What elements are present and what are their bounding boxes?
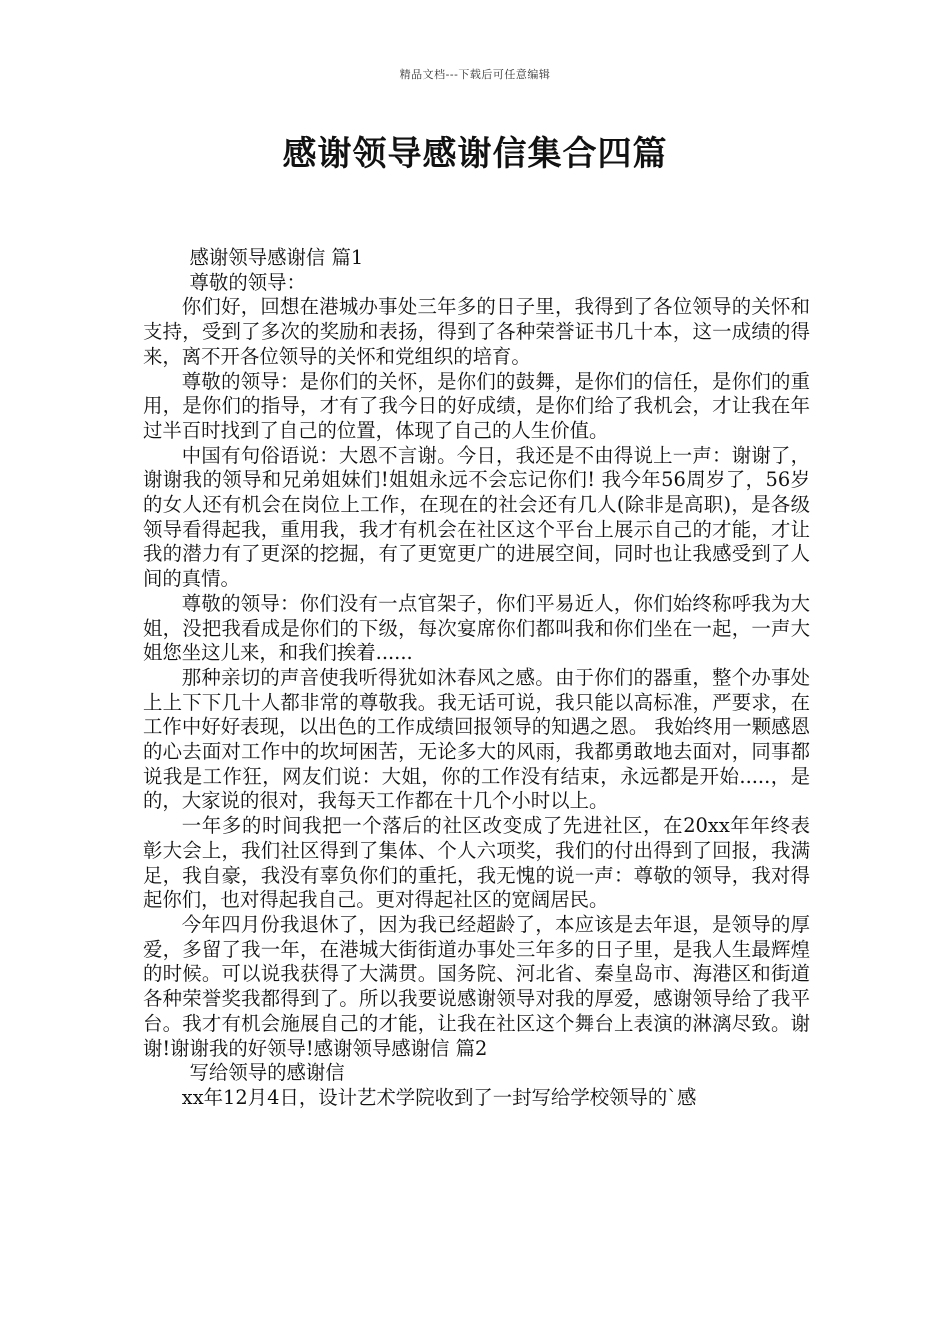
paragraph: 那种亲切的声音使我听得犹如沐春风之感。由于你们的器重，整个办事处上上下下几十人都非常的尊敬我。我无话可说，我只能以高标准，严要求，在工作中好好表现，以出色的工作成绩回报领导的知遇之恩。 我始终用一颗感恩的心去面对工作中的坎坷困苦，无论多大的风雨，我都勇敢地去面对，同事都说我是工作狂，网友们说：大姐，你的工作没有结束，永远都是开始.....，是的，大家说的很对，我每天工作都在十几个小时以上。 xyxy=(143,665,810,813)
paragraph: 尊敬的领导：你们没有一点官架子，你们平易近人，你们始终称呼我为大姐，没把我看成是你们的下级，每次宴席你们都叫我和你们坐在一起，一声大姐您坐这儿来，和我们挨着...... xyxy=(143,591,810,665)
document-title: 感谢领导感谢信集合四篇 xyxy=(282,134,668,174)
letter-heading: 写给领导的感谢信 xyxy=(189,1061,345,1085)
paragraph: 尊敬的领导：是你们的关怀，是你们的鼓舞，是你们的信任，是你们的重用，是你们的指导，才有了我今日的好成绩，是你们给了我机会，才让我在年过半百时找到了自己的位置，体现了自己的人生价值。 xyxy=(143,369,810,442)
document-body xyxy=(143,246,810,1111)
paragraph: 一年多的时间我把一个落后的社区改变成了先进社区，在20xx年年终表彰大会上，我们社区得到了集体、个人六项奖，我们的付出得到了回报，我满足，我自豪，我没有辜负你们的重托，我无愧的说一声：尊敬的领导，我对得起你们，也对得起我自己。更对得起社区的宽阔居民。 xyxy=(143,814,810,912)
paragraph: 今年四月份我退休了，因为我已经超龄了，本应该是去年退，是领导的厚爱，多留了我一年，在港城大街街道办事处三年多的日子里，是我人生最辉煌的时候。可以说我获得了大满贯。国务院、河北省、秦皇岛市、海港区和街道各种荣誉奖我都得到了。所以我要说感谢领导对我的厚爱，感谢领导给了我平台。我才有机会施展自己的才能，让我在社区这个舞台上表演的淋漓尽致。谢谢!谢谢我的好领导!感谢领导感谢信 篇2 xyxy=(143,912,810,1060)
salutation: 尊敬的领导： xyxy=(189,270,306,294)
paragraph: 中国有句俗语说：大恩不言谢。今日，我还是不由得说上一声：谢谢了，谢谢我的领导和兄弟姐妹们!姐姐永远不会忘记你们! 我今年56周岁了，56岁的女人还有机会在岗位上工作，在现在的社会还有几人(除非是高职)，是各级领导看得起我，重用我，我才有机会在社区这个平台上展示自己的才能，才让我的潜力有了更深的挖掘，有了更宽更广的进展空间，同时也让我感受到了人间的真情。 xyxy=(143,443,810,591)
paragraph: 你们好，回想在港城办事处三年多的日子里，我得到了各位领导的关怀和支持，受到了多次的奖励和表扬，得到了各种荣誉证书几十本，这一成绩的得来，离不开各位领导的关怀和党组织的培育。 xyxy=(143,295,810,368)
header-note: 精品文档---下载后可任意编辑 xyxy=(399,68,551,81)
section-heading: 感谢领导感谢信 篇1 xyxy=(189,246,364,269)
paragraph: xx年12月4日，设计艺术学院收到了一封写给学校领导的`感 xyxy=(181,1085,697,1109)
